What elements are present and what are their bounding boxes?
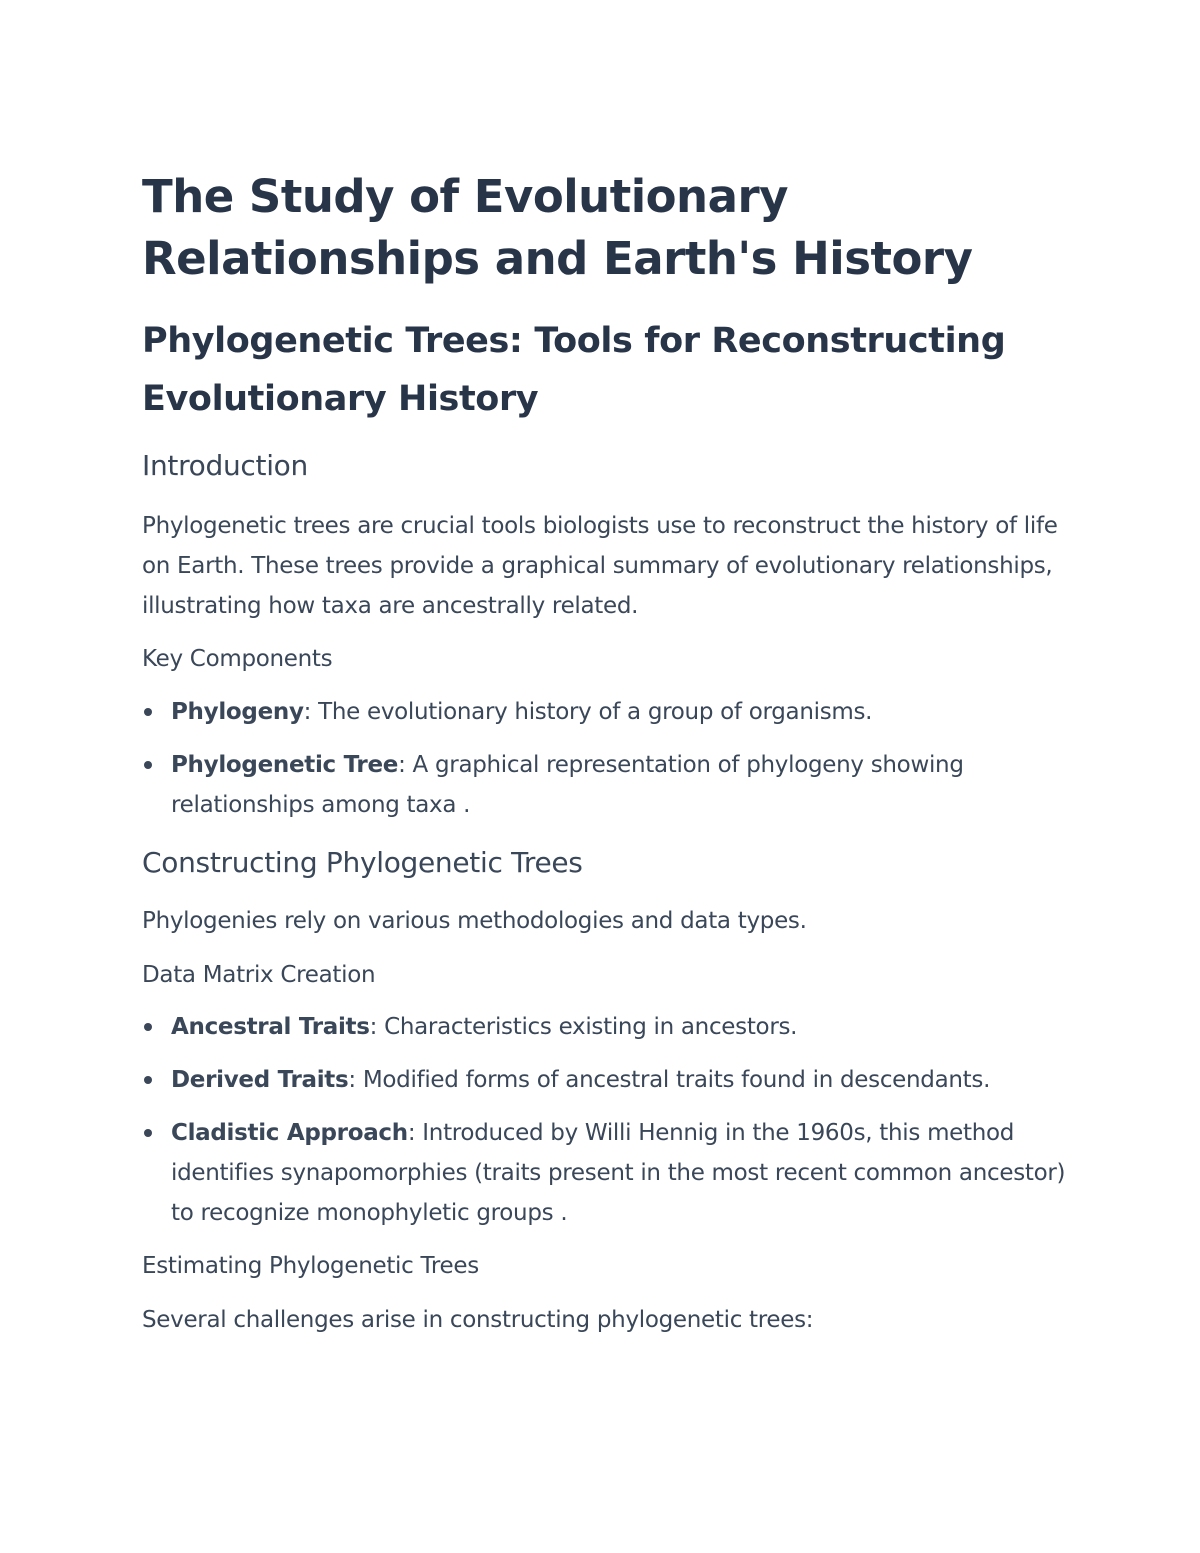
list-item [142, 692, 1072, 732]
data-matrix-heading: Data Matrix Creation [142, 962, 376, 988]
introduction-heading: Introduction [142, 449, 308, 482]
list-item [142, 1060, 1072, 1100]
section-heading: Phylogenetic Trees: Tools for Reconstructing Evolutionary History [142, 321, 1006, 419]
list-item-term: Derived Traits [171, 1067, 349, 1093]
key-components-list [142, 692, 1072, 825]
list-item-text: : Modified forms of ancestral traits found in descendants. [348, 1067, 991, 1093]
estimating-paragraph: Several challenges arise in constructing phylogenetic trees: [142, 1307, 814, 1333]
list-item-term: Phylogeny [171, 699, 304, 725]
data-matrix-list [142, 1007, 1072, 1233]
list-item-text: : Characteristics existing in ancestors. [369, 1014, 798, 1040]
list-item [142, 1113, 1072, 1233]
constructing-paragraph: Phylogenies rely on various methodologies and data types. [142, 908, 807, 934]
introduction-paragraph: Phylogenetic trees are crucial tools biologists use to reconstruct the history of life on Earth. These trees provide a graphical summary of evolutionary relationships, illustrating how taxa are ancestrally related. [142, 513, 1058, 619]
list-item-text: : A graphical representation of phylogeny showing relationships among taxa . [171, 752, 964, 818]
list-item [142, 745, 1072, 825]
list-item-term: Cladistic Approach [171, 1120, 408, 1146]
estimating-heading: Estimating Phylogenetic Trees [142, 1253, 479, 1279]
constructing-heading: Constructing Phylogenetic Trees [142, 846, 583, 879]
page-title: The Study of Evolutionary Relationships and Earth's History [142, 170, 973, 285]
key-components-heading: Key Components [142, 646, 333, 672]
list-item-text: : Introduced by Willi Hennig in the 1960s, this method identifies synapomorphies (traits present in the most recent common ancestor) to recognize monophyletic groups . [171, 1120, 1066, 1226]
list-item-term: Phylogenetic Tree [171, 752, 399, 778]
list-item [142, 1007, 1072, 1047]
list-item-term: Ancestral Traits [171, 1014, 370, 1040]
list-item-text: : The evolutionary history of a group of organisms. [303, 699, 873, 725]
